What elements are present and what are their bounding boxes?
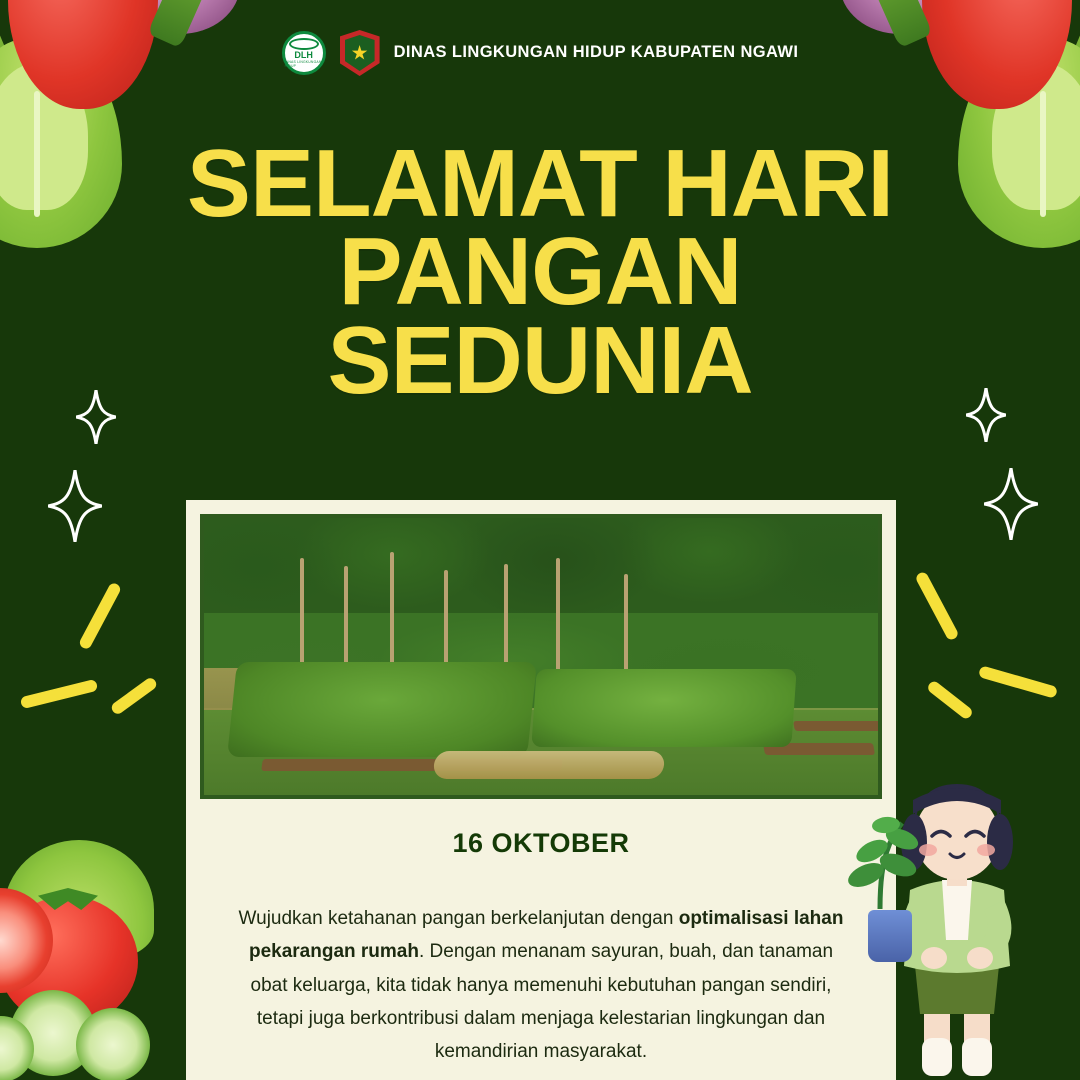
description-part-2: . Dengan menanam sayuran, buah, dan tanaman obat keluarga, kita tidak hanya memenuhi kebutuhan pangan sendiri, tetapi juga berkontribusi dalam menjaga kelestarian lingkungan dan kemandirian masyarakat. <box>250 941 834 1062</box>
event-date: 16 OKTOBER <box>452 828 630 858</box>
cucumber-slice-icon <box>10 990 96 1076</box>
brush-stroke <box>926 679 974 720</box>
onion-icon <box>120 0 240 34</box>
lettuce-icon <box>4 840 154 960</box>
ngawi-crest-icon <box>340 30 380 76</box>
tomato-icon <box>0 896 138 1026</box>
brush-stroke <box>978 665 1058 699</box>
plant-pot-icon <box>868 910 912 962</box>
organization-title: DINAS LINGKUNGAN HIDUP KABUPATEN NGAWI <box>393 43 799 62</box>
dlh-logo-icon <box>282 31 326 75</box>
description-highlight: optimalisasi lahan pekarangan rumah <box>248 908 844 963</box>
sparkle-icon <box>984 468 1038 540</box>
description-part-1: Wujudkan ketahanan pangan berkelanjutan dengan <box>238 908 679 929</box>
leaf-icon <box>1022 0 1070 154</box>
title-line-1: SELAMAT HARI <box>186 130 894 237</box>
tomato-half-icon <box>0 888 53 993</box>
page-title <box>0 130 1080 414</box>
brush-stroke <box>78 581 122 650</box>
cucumber-slice-icon <box>0 1016 34 1080</box>
brush-stroke <box>109 676 158 716</box>
brush-stroke <box>20 679 99 710</box>
header <box>0 30 1080 76</box>
title-line-3: SEDUNIA <box>327 306 753 414</box>
description-text <box>186 890 896 1080</box>
dlh-logo-sub: DINAS LINGKUNGAN HIDUP <box>284 60 322 68</box>
title-line-2: PANGAN <box>338 218 742 326</box>
sparkle-icon <box>48 470 102 542</box>
plant-icon <box>836 813 922 914</box>
brush-stroke <box>914 571 959 642</box>
leaf-icon <box>1046 0 1080 152</box>
onion-icon <box>840 0 960 34</box>
dlh-logo-label: DLH <box>294 50 313 60</box>
photo-card <box>186 500 896 890</box>
cucumber-slice-icon <box>76 1008 150 1080</box>
leaf-icon <box>0 0 34 152</box>
leaf-icon <box>10 0 58 154</box>
garden-photo <box>200 514 882 799</box>
